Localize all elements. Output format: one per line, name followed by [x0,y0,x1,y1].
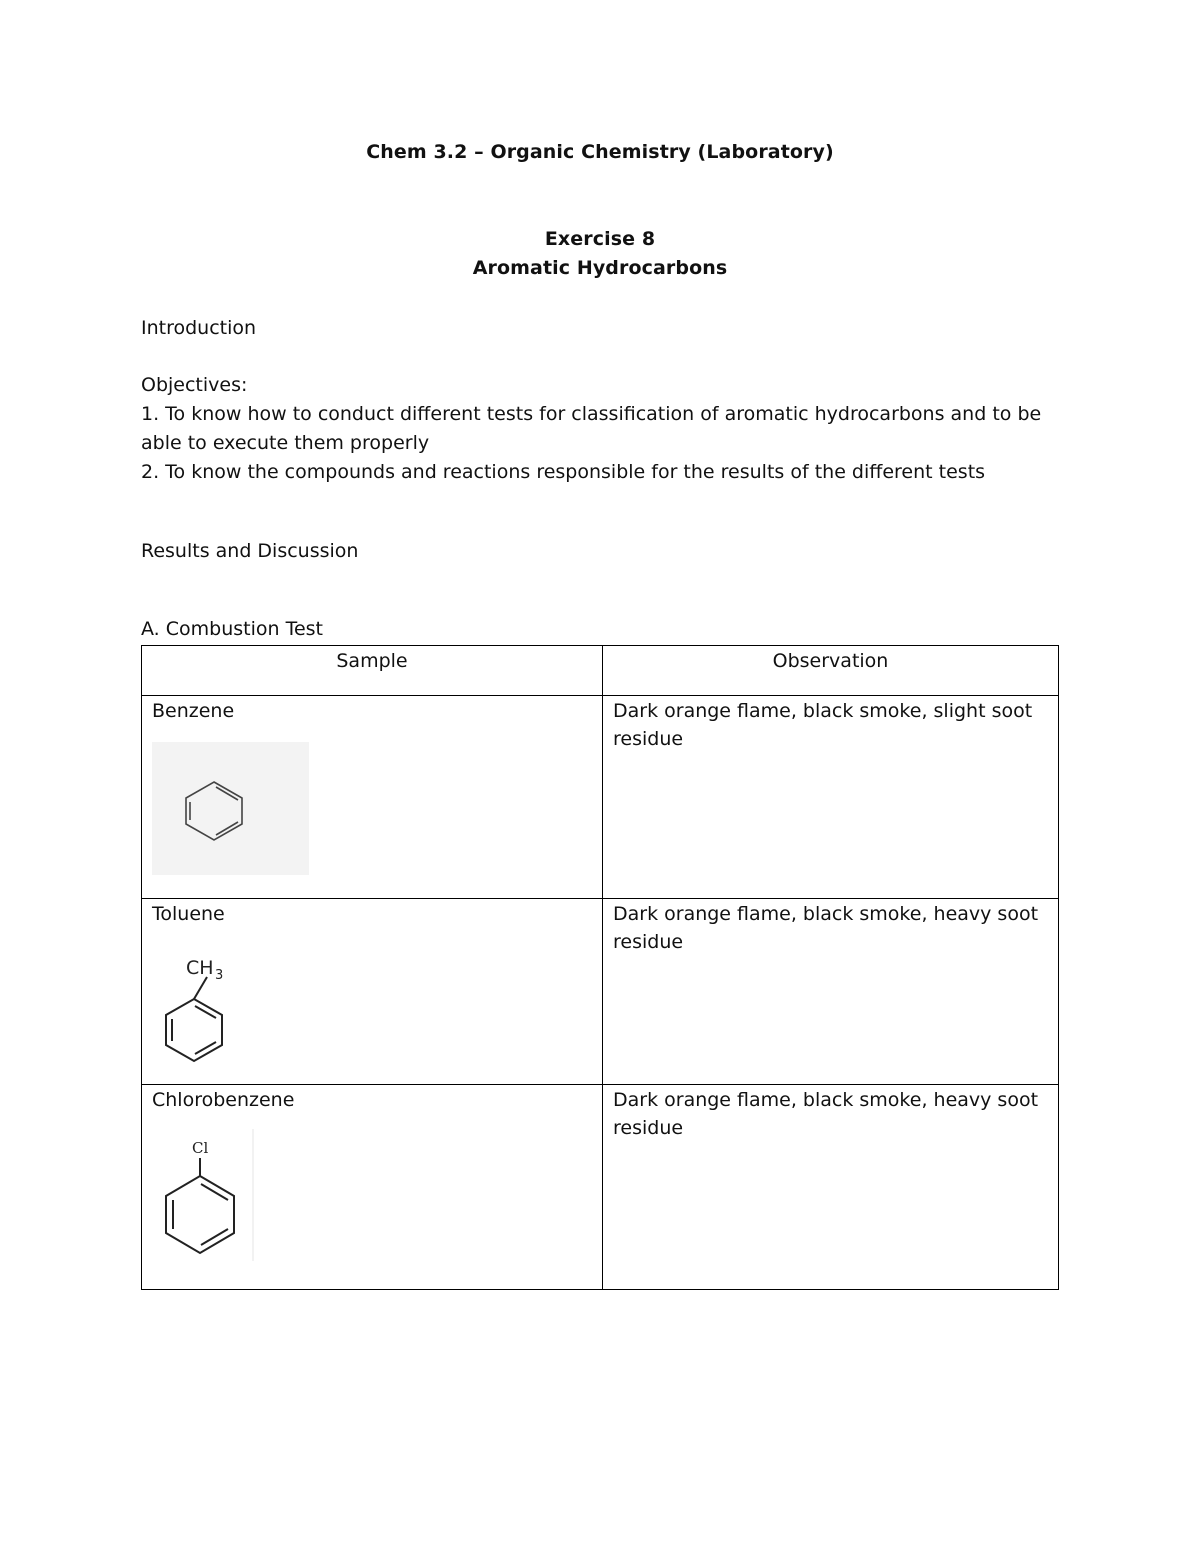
observation-text: Dark orange flame, black smoke, heavy soot residue [613,1089,1039,1139]
objective-item: 2. To know the compounds and reactions responsible for the results of the different tests [141,461,986,483]
sample-cell [142,1085,603,1290]
svg-text:Cl: Cl [192,1139,209,1157]
observation-cell [603,1085,1059,1290]
sample-name: Chlorobenzene [152,1089,295,1111]
exercise-number: Exercise 8 [544,228,656,250]
table-row [142,1085,1059,1290]
observation-text: Dark orange flame, black smoke, slight soot residue [613,700,1033,750]
combustion-test-heading: A. Combustion Test [141,618,323,640]
benzene-structure-icon [152,742,309,875]
objectives-heading: Objectives: [141,374,248,396]
exercise-topic: Aromatic Hydrocarbons [472,257,728,279]
combustion-results-table [141,645,1059,1290]
table-header-row [142,646,1059,696]
observation-cell [603,696,1059,899]
objective-item: 1. To know how to conduct different tests for classification of aromatic hydrocarbons and to be able to execute them properly [141,403,1042,454]
observation-text: Dark orange flame, black smoke, heavy soot residue [613,903,1039,953]
chlorobenzene-structure-icon [152,1121,262,1271]
svg-text:3: 3 [215,968,224,983]
table-row [142,899,1059,1085]
results-heading: Results and Discussion [141,540,359,562]
introduction-heading: Introduction [141,317,257,339]
toluene-structure-icon [152,929,262,1064]
table-row [142,696,1059,899]
objectives-list [141,400,1071,487]
course-title: Chem 3.2 – Organic Chemistry (Laboratory) [366,141,834,163]
svg-text:CH: CH [186,957,214,979]
sample-cell [142,696,603,899]
observation-cell [603,899,1059,1085]
sample-name: Benzene [152,700,235,722]
column-header-observation: Observation [603,646,1059,696]
sample-name: Toluene [152,903,225,925]
sample-cell [142,899,603,1085]
column-header-sample: Sample [142,646,603,696]
